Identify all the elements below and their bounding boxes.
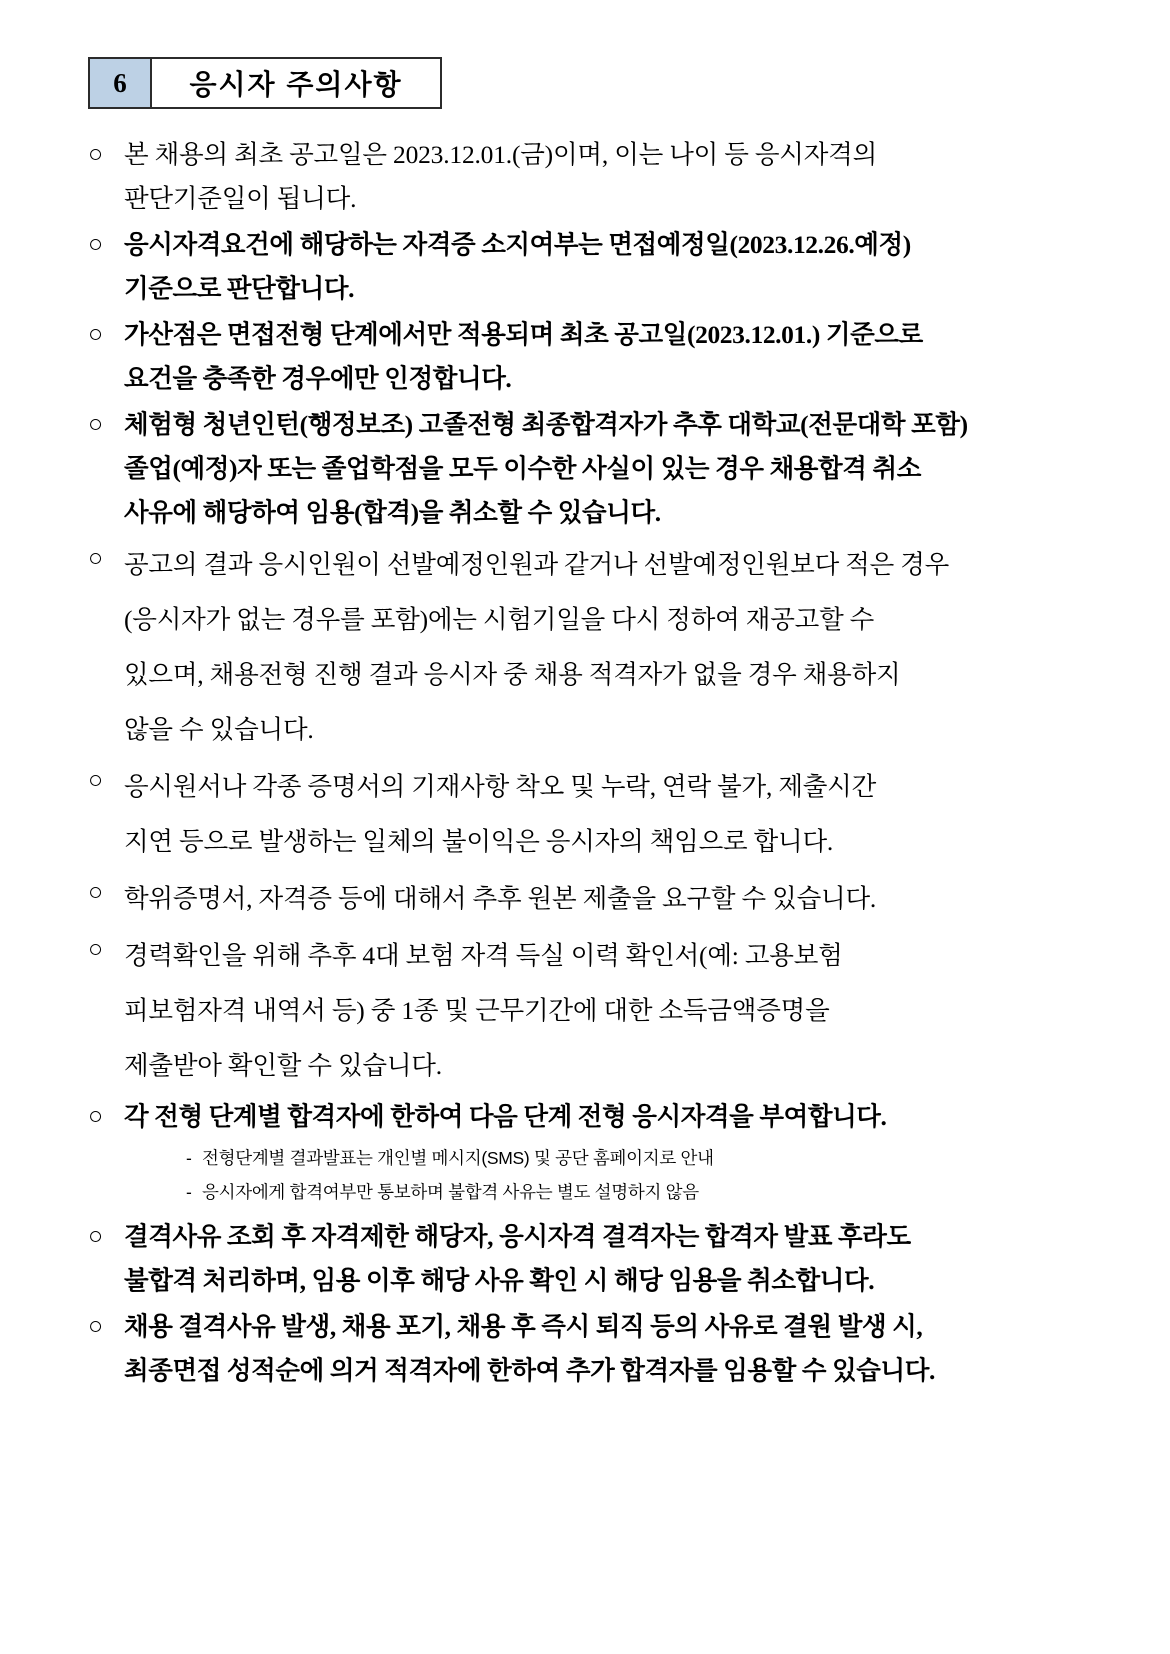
notice-line: 있으며, 채용전형 진행 결과 응시자 중 채용 적격자가 없을 경우 채용하지 (124, 660, 901, 689)
notice-line: 응시원서나 각종 증명서의 기재사항 착오 및 누락, 연락 불가, 제출시간 (124, 772, 877, 801)
notice-item (88, 133, 1088, 221)
notice-item (88, 313, 1088, 401)
notice-line: 본 채용의 최초 공고일은 2023.12.01.(금)이며, 이는 나이 등 응시자격의 (124, 140, 878, 169)
circle-bullet-icon: ○ (88, 411, 103, 438)
notice-line: 기준으로 판단합니다. (124, 274, 355, 303)
notice-line: 각 전형 단계별 합격자에 한하여 다음 단계 전형 응시자격을 부여합니다. (124, 1102, 887, 1131)
notice-line: 제출받아 확인할 수 있습니다. (124, 1051, 442, 1080)
circle-bullet-icon: ○ (88, 1223, 103, 1250)
notice-item (88, 537, 1088, 757)
notice-item-body (124, 313, 1088, 401)
circle-bullet-icon: ○ (88, 879, 104, 906)
notice-item-body (124, 1305, 1088, 1393)
notice-subitem-text: 전형단계별 결과발표는 개인별 메시지(SMS) 및 공단 홈페이지로 안내 (202, 1148, 714, 1168)
circle-bullet-icon: ○ (88, 321, 103, 348)
notice-item (88, 1305, 1088, 1393)
notice-subitem-text: 응시자에게 합격여부만 통보하며 불합격 사유는 별도 설명하지 않음 (202, 1182, 699, 1202)
notice-item (88, 1215, 1088, 1303)
section-number-badge: 6 (90, 59, 152, 107)
circle-bullet-icon: ○ (88, 767, 104, 794)
notice-item-body (124, 223, 1088, 311)
notice-sublist (186, 1141, 1088, 1209)
notice-item (88, 871, 1088, 926)
notice-line: 사유에 해당하여 임용(합격)을 취소할 수 있습니다. (124, 498, 661, 527)
notice-line: 지연 등으로 발생하는 일체의 불이익은 응시자의 책임으로 합니다. (124, 827, 834, 856)
notice-line: 가산점은 면접전형 단계에서만 적용되며 최초 공고일(2023.12.01.) 기준으로 (124, 320, 923, 349)
notice-item (88, 759, 1088, 869)
notice-line: 판단기준일이 됩니다. (124, 184, 357, 213)
circle-bullet-icon: ○ (88, 545, 104, 572)
notice-line: 결격사유 조회 후 자격제한 해당자, 응시자격 결격자는 합격자 발표 후라도 (124, 1222, 911, 1251)
dash-bullet-icon: - (186, 1148, 192, 1168)
notice-line: 학위증명서, 자격증 등에 대해서 추후 원본 제출을 요구할 수 있습니다. (124, 884, 877, 913)
page-title: 응시자 주의사항 (152, 59, 440, 107)
notice-line: 최종면접 성적순에 의거 적격자에 한하여 추가 합격자를 임용할 수 있습니다. (124, 1356, 935, 1385)
notice-item-body (124, 537, 1088, 757)
notice-subitem (186, 1175, 1088, 1209)
notice-item-body (124, 759, 1088, 869)
section-header (88, 57, 442, 109)
notice-line: 졸업(예정)자 또는 졸업학점을 모두 이수한 사실이 있는 경우 채용합격 취소 (124, 454, 921, 483)
circle-bullet-icon: ○ (88, 936, 104, 963)
notice-item-body (124, 871, 1088, 926)
notice-line: 불합격 처리하며, 임용 이후 해당 사유 확인 시 해당 임용을 취소합니다. (124, 1266, 875, 1295)
circle-bullet-icon: ○ (88, 141, 104, 168)
notice-item-body (124, 403, 1088, 535)
notice-item (88, 1095, 1088, 1213)
circle-bullet-icon: ○ (88, 1103, 103, 1130)
notice-line: (응시자가 없는 경우를 포함)에는 시험기일을 다시 정하여 재공고할 수 (124, 605, 875, 634)
notice-line: 응시자격요건에 해당하는 자격증 소지여부는 면접예정일(2023.12.26.예정) (124, 230, 911, 259)
notice-line: 피보험자격 내역서 등) 중 1종 및 근무기간에 대한 소득금액증명을 (124, 996, 830, 1025)
notice-line: 경력확인을 위해 추후 4대 보험 자격 득실 이력 확인서(예: 고용보험 (124, 941, 843, 970)
notice-line: 채용 결격사유 발생, 채용 포기, 채용 후 즉시 퇴직 등의 사유로 결원 발생 시, (124, 1312, 923, 1341)
circle-bullet-icon: ○ (88, 231, 103, 258)
notice-list (88, 133, 1088, 1395)
notice-item (88, 223, 1088, 311)
notice-subitem (186, 1141, 1088, 1175)
notice-item (88, 403, 1088, 535)
dash-bullet-icon: - (186, 1182, 192, 1202)
notice-item-body (124, 1095, 1088, 1213)
notice-line: 공고의 결과 응시인원이 선발예정인원과 같거나 선발예정인원보다 적은 경우 (124, 550, 950, 579)
notice-line: 체험형 청년인턴(행정보조) 고졸전형 최종합격자가 추후 대학교(전문대학 포함) (124, 410, 968, 439)
notice-item-body (124, 1215, 1088, 1303)
notice-line: 않을 수 있습니다. (124, 715, 314, 744)
notice-item (88, 928, 1088, 1093)
notice-item-body (124, 928, 1088, 1093)
notice-item-body (124, 133, 1088, 221)
circle-bullet-icon: ○ (88, 1313, 103, 1340)
notice-line: 요건을 충족한 경우에만 인정합니다. (124, 364, 512, 393)
